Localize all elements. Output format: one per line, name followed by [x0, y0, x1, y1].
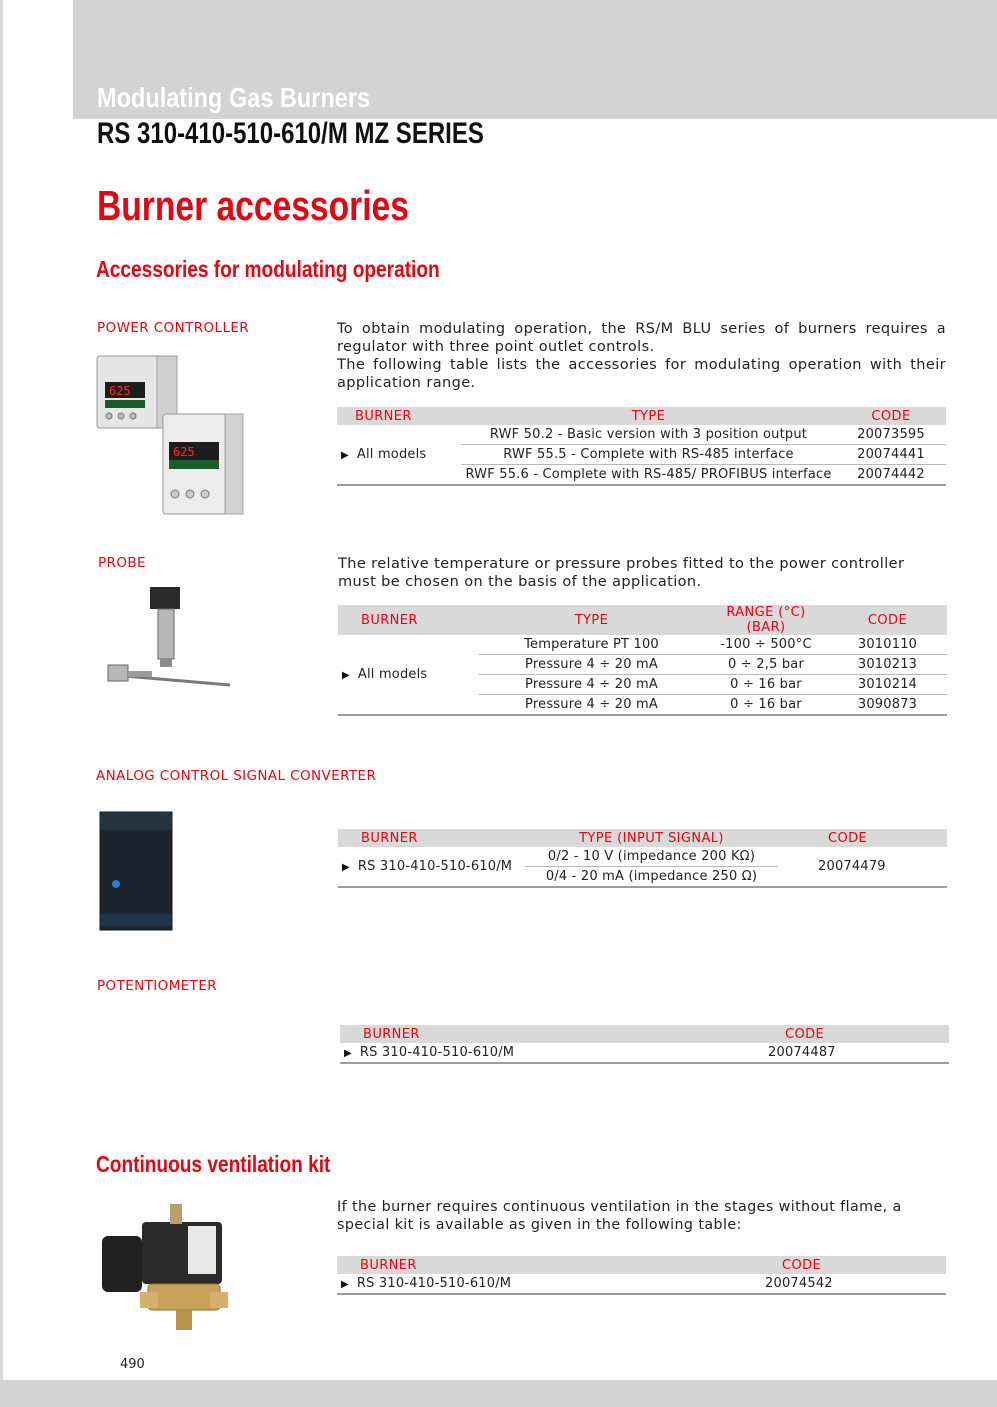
page-number: 490 — [120, 1357, 145, 1372]
header-range: RANGE (°C) (BAR) — [704, 605, 828, 635]
arrow-right-icon: ▶ — [342, 670, 350, 681]
type-cell: Pressure 4 ÷ 20 mA — [479, 675, 704, 695]
code-cell: 20074441 — [836, 445, 946, 465]
power-controller-label: POWER CONTROLLER — [97, 320, 250, 336]
power-controller-table — [337, 407, 946, 486]
range-cell: 0 ÷ 16 bar — [704, 675, 828, 695]
ventilation-title: Continuous ventilation kit — [96, 1151, 331, 1177]
header-burner: BURNER — [338, 605, 479, 635]
ventilation-table — [337, 1256, 946, 1295]
section-title: Burner accessories — [97, 182, 409, 229]
probe-image — [100, 585, 235, 695]
type-cell: RWF 55.5 - Complete with RS-485 interface — [461, 445, 836, 465]
table-row — [340, 1043, 949, 1063]
header-type: TYPE — [479, 605, 704, 635]
header-burner: BURNER — [340, 1025, 710, 1043]
range-cell: 0 ÷ 2,5 bar — [704, 655, 828, 675]
type-cell: RWF 50.2 - Basic version with 3 position output — [461, 425, 836, 445]
potentiometer-table — [340, 1025, 949, 1064]
ventilation-kit-image — [100, 1200, 235, 1335]
code-cell: 3010214 — [828, 675, 947, 695]
ventilation-text: If the burner requires continuous ventilation in the stages without flame, a special kit is available as given in the following table: — [337, 1199, 902, 1234]
header-code: CODE — [707, 1256, 946, 1274]
probe-text: The relative temperature or pressure probes fitted to the power controller must be chosen on the basis of the application. — [338, 556, 905, 591]
burner-cell: ▶ RS 310-410-510-610/M — [338, 847, 525, 887]
page-edge — [0, 0, 3, 1407]
series-title: Modulating Gas Burners — [97, 82, 371, 113]
arrow-right-icon: ▶ — [341, 450, 349, 461]
device-2-display: 625 — [173, 445, 195, 459]
type-cell: Temperature PT 100 — [479, 635, 704, 655]
header-type: TYPE (INPUT SIGNAL) — [525, 829, 778, 847]
modulating-subtitle: Accessories for modulating operation — [96, 256, 440, 282]
footer-band — [0, 1380, 997, 1407]
converter-table — [338, 829, 947, 888]
type-cell: Pressure 4 ÷ 20 mA — [479, 655, 704, 675]
code-cell: 3010213 — [828, 655, 947, 675]
arrow-right-icon: ▶ — [341, 1279, 349, 1290]
header-burner: BURNER — [337, 1256, 707, 1274]
converter-image — [98, 810, 176, 932]
power-controller-image — [95, 352, 245, 517]
code-cell: 3010110 — [828, 635, 947, 655]
device-1-display: 625 — [109, 384, 131, 398]
header-code: CODE — [836, 407, 946, 425]
header-code: CODE — [710, 1025, 949, 1043]
range-cell: 0 ÷ 16 bar — [704, 695, 828, 716]
converter-label: ANALOG CONTROL SIGNAL CONVERTER — [96, 768, 377, 784]
table-row — [338, 635, 947, 655]
code-cell: 20074542 — [707, 1274, 946, 1294]
arrow-right-icon: ▶ — [344, 1048, 352, 1059]
burner-cell: ▶ All models — [338, 635, 479, 715]
power-controller-text-2: The following table lists the accessories for modulating operation with their application range. — [337, 357, 946, 392]
arrow-right-icon: ▶ — [342, 862, 350, 873]
range-cell: -100 ÷ 500°C — [704, 635, 828, 655]
header-burner: BURNER — [338, 829, 525, 847]
probe-table — [338, 605, 947, 716]
power-controller-text-1: To obtain modulating operation, the RS/M BLU series of burners requires a regulator with three point outlet controls. — [337, 321, 946, 356]
code-cell: 20074479 — [778, 847, 947, 887]
type-cell: 0/4 - 20 mA (impedance 250 Ω) — [525, 867, 778, 888]
code-cell: 20073595 — [836, 425, 946, 445]
type-cell: Pressure 4 ÷ 20 mA — [479, 695, 704, 716]
burner-cell: ▶ All models — [337, 425, 461, 485]
header-type: TYPE — [461, 407, 836, 425]
type-cell: 0/2 - 10 V (impedance 200 KΩ) — [525, 847, 778, 867]
code-cell: 20074442 — [836, 465, 946, 486]
probe-label: PROBE — [98, 555, 146, 571]
model-title: RS 310-410-510-610/M MZ SERIES — [97, 117, 484, 150]
code-cell: 3090873 — [828, 695, 947, 716]
header-code: CODE — [778, 829, 947, 847]
table-row — [337, 425, 946, 445]
table-row — [337, 1274, 946, 1294]
left-margin — [0, 0, 73, 1407]
table-row — [338, 847, 947, 867]
potentiometer-label: POTENTIOMETER — [97, 978, 218, 994]
header-burner: BURNER — [337, 407, 461, 425]
burner-cell: ▶ RS 310-410-510-610/M — [337, 1274, 707, 1294]
header-code: CODE — [828, 605, 947, 635]
type-cell: RWF 55.6 - Complete with RS-485/ PROFIBUS interface — [461, 465, 836, 486]
burner-cell: ▶ RS 310-410-510-610/M — [340, 1043, 710, 1063]
code-cell: 20074487 — [710, 1043, 949, 1063]
